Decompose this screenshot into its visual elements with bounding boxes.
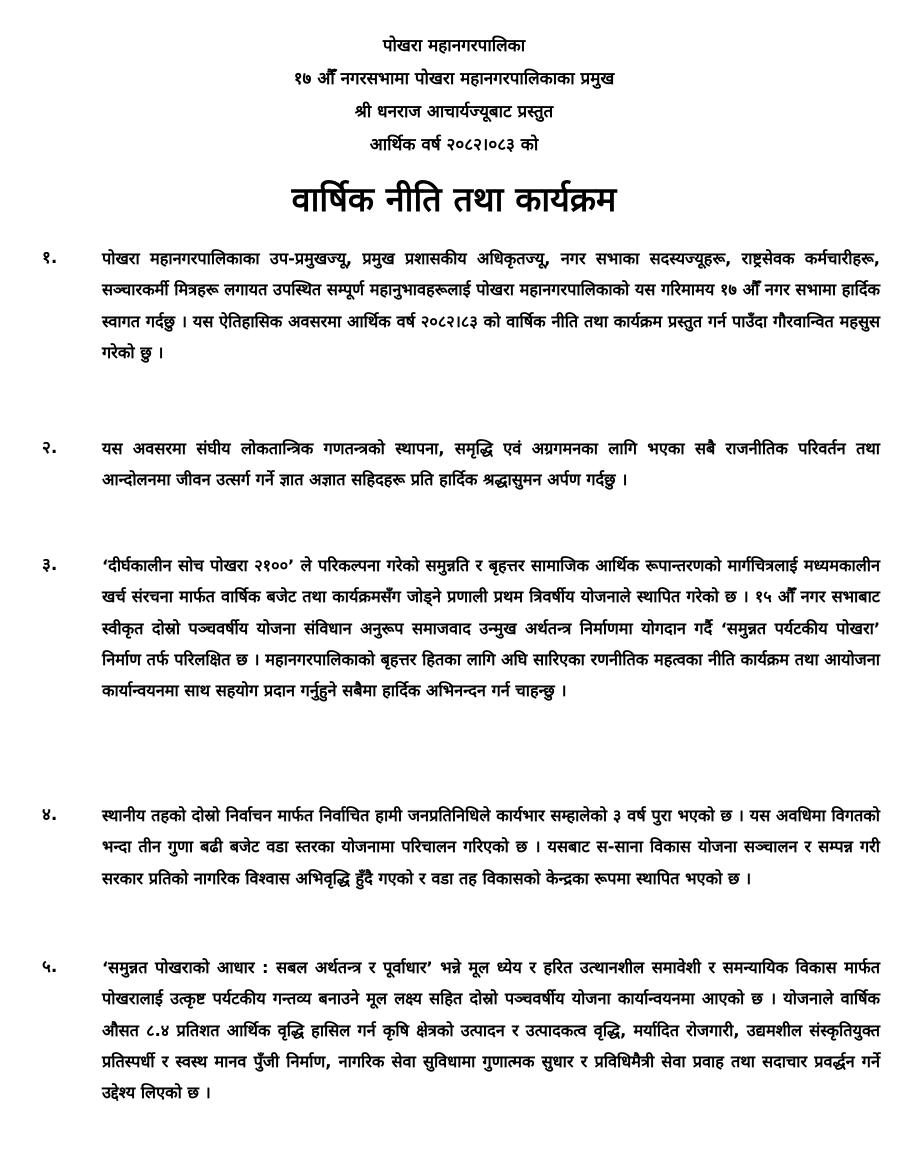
paragraph-2 — [42, 433, 880, 496]
paragraph-text-part: निर्माण तर्फ परिलक्षित छ । महानगरपालिकाको बृहत्तर हितका लागि अघि सारिएका रणनीतिक महत्वका नीति कार्यक्रम तथा आयोजना कार्यान्वयनमा साथ सहयोग प्रदान गर्नुहुने सबैमा हार्दिक अभिनन्दन गर्न चाहन्छु । — [102, 649, 880, 701]
paragraph-number: ४. — [42, 805, 58, 825]
paragraph-number: ५. — [42, 957, 58, 977]
highlighted-quote: ‘दीर्घकालीन सोच पोखरा २१००’ — [102, 556, 295, 575]
paragraph-4 — [42, 800, 880, 894]
highlighted-quote: ‘समुन्नत पोखराको आधार : सबल अर्थतन्त्र र पूर्वाधार’ — [102, 958, 433, 977]
paragraph-text-part: ले परिकल्पना गरेको समुन्नति र बृहत्तर सामाजिक आर्थिक रूपान्तरणको मार्गचित्रलाई मध्यमकालीन खर्च संरचना मार्फत वार्षिक बजेट तथा कार्यक्रमसँग जोड्ने प्रणाली प्रथम त्रिवर्षीय योजनाले स्थापित गरेको छ । १५ औँ नगर सभाबाट स्वीकृत दोस्रो पञ्चवर्षीय योजना संविधान अनुरूप समाजवाद उन्मुख अर्थतन्त्र निर्माणमा योगदान गर्दै — [102, 556, 880, 638]
paragraph-number: ३. — [42, 555, 58, 575]
paragraph-text: पोखरा महानगरपालिकाका उप-प्रमुखज्यू, प्रमुख प्रशासकीय अधिकृतज्यू, नगर सभाका सदस्यज्यूहरू, राष्ट्रसेवक कर्मचारीहरू, सञ्चारकर्मी मित्रहरू लगायत उपस्थित सम्पूर्ण महानुभावहरूलाई पोखरा महानगरपालिकाको यस गरिमामय १७ औँ नगर सभामा हार्दिक स्वागत गर्दछु । यस ऐतिहासिक अवसरमा आर्थिक वर्ष २०८२।८३ को वार्षिक नीति तथा कार्यक्रम प्रस्तुत गर्न पाउँदा गौरवान्वित महसुस गरेको छु । — [102, 249, 880, 362]
document-header — [0, 30, 908, 162]
paragraph-number: २. — [42, 438, 58, 458]
highlighted-quote: ‘समुन्नत पर्यटकीय पोखरा’ — [720, 618, 880, 638]
paragraph-text: स्थानीय तहको दोस्रो निर्वाचन मार्फत निर्वाचित हामी जनप्रतिनिधिले कार्यभार सम्हालेको ३ वर्ष पुरा भएको छ । यस अवधिमा विगतको भन्दा तीन गुणा बढी बजेट वडा स्तरका योजनामा परिचालन गरिएको छ । यसबाट स-साना विकास योजना सञ्चालन र सम्पन्न गरी सरकार प्रतिको नागरिक विश्वास अभिवृद्धि हुँदै गएको र वडा तह विकासको केन्द्रका रूपमा स्थापित भएको छ । — [102, 806, 880, 888]
paragraph-number: १. — [42, 248, 58, 268]
paragraph-3 — [42, 550, 880, 706]
paragraph-text: यस अवसरमा संघीय लोकतान्त्रिक गणतन्त्रको स्थापना, समृद्धि एवं अग्रगमनका लागि भएका सबै राजनीतिक परिवर्तन तथा आन्दोलनमा जीवन उत्सर्ग गर्ने ज्ञात अज्ञात सहिदहरू प्रति हार्दिक श्रद्धासुमन अर्पण गर्दछु । — [102, 439, 880, 490]
header-line-fiscal-year: आर्थिक वर्ष २०८२।०८३ को — [369, 135, 539, 155]
paragraph-text — [102, 952, 880, 1108]
header-line-assembly: १७ औँ नगरसभामा पोखरा महानगरपालिकाका प्रमुख — [293, 69, 615, 89]
paragraph-text-part: भन्ने मूल ध्येय र हरित उत्थानशील समावेशी र समन्यायिक विकास मार्फत पोखरालाई उत्कृष्ट पर्यटकीय गन्तव्य बनाउने मूल लक्ष्य सहित दोस्रो पञ्चवर्षीय योजना कार्यान्वयनमा आएको छ । योजनाले वार्षिक औसत ८.४ प्रतिशत आर्थिक वृद्धि हासिल गर्न कृषि क्षेत्रको उत्पादन र उत्पादकत्व वृद्धि, मर्यादित रोजगारी, उद्यमशील संस्कृतियुक्त प्रतिस्पर्धी र स्वस्थ मानव पुँजी निर्माण, नागरिक सेवा सुविधामा गुणात्मक सुधार र प्रविधिमैत्री सेवा प्रवाह तथा सदाचार प्रवर्द्धन गर्ने उद्देश्य लिएको छ । — [102, 958, 880, 1103]
paragraph-5 — [42, 952, 880, 1108]
header-line-presenter: श्री धनराज आचार्यज्यूबाट प्रस्तुत — [354, 102, 554, 122]
page-title: वार्षिक नीति तथा कार्यक्रम — [291, 180, 617, 220]
paragraph-1 — [42, 243, 880, 368]
paragraph-text — [102, 550, 880, 706]
header-line-municipality: पोखरा महानगरपालिका — [382, 36, 526, 56]
